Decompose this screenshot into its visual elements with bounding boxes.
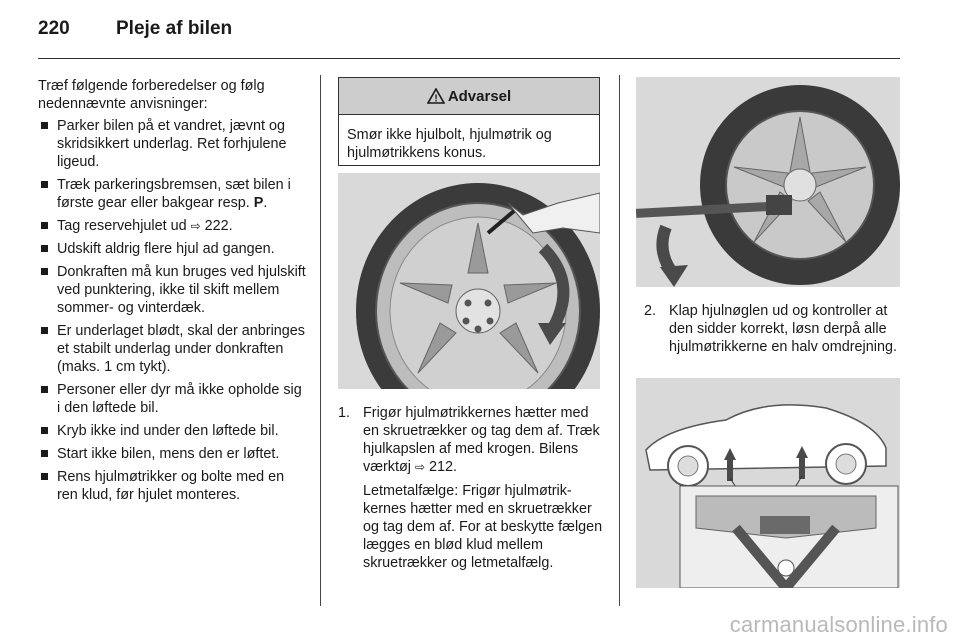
step-number: 1.: [338, 405, 351, 421]
bullet-square-icon: [41, 473, 48, 480]
page-reference-link[interactable]: 222: [204, 218, 229, 234]
warning-text: Smør ikke hjulbolt, hjulmøtrik og hjulmøtrikkens konus.: [347, 127, 552, 161]
warning-header: [339, 78, 599, 115]
step-extra-text: Letmetalfælge: Frigør hjulmøtrikkernes hætter med en skruetrækker og tag dem af. For at beskytte fælgen lægges en blød klud mellem skruetrækker og letmetalfælg.: [363, 483, 603, 571]
car-jack-illustration: [636, 378, 900, 588]
step-number: 2.: [644, 303, 657, 319]
bullet-square-icon: [41, 245, 48, 252]
step-list: [338, 404, 606, 578]
list-item: Udskift aldrig flere hjul ad gangen.: [38, 240, 306, 258]
svg-text:!: !: [434, 93, 438, 104]
list-item: Er underlaget blødt, skal der anbringes et stabilt underlag under donkraften (maks. 1 cm tykt).: [38, 322, 306, 376]
list-item: Træk parkeringsbremsen, sæt bilen i første gear eller bakgear resp. P.: [38, 176, 306, 212]
bullet-square-icon: [41, 386, 48, 393]
list-item: Tag reservehjulet ud ⇨ 222.: [38, 217, 306, 235]
page-title: Pleje af bilen: [116, 18, 233, 39]
hubcap-removal-illustration: [338, 173, 600, 389]
bullet-square-icon: [41, 122, 48, 129]
column-divider: [320, 75, 321, 606]
page-reference-arrow-icon: ⇨: [414, 460, 426, 474]
preparation-column: [38, 77, 306, 509]
page-number: 220: [38, 18, 70, 39]
step-list: [644, 302, 906, 362]
intro-text: Træf følgende forberedelser og følg nedennævnte anvisninger:: [38, 78, 265, 112]
page-reference-arrow-icon: ⇨: [190, 219, 201, 233]
preparation-list: [38, 117, 306, 504]
list-item: Parker bilen på et vandret, jævnt og skridsikkert underlag. Ret forhjulene ligeud.: [38, 117, 306, 171]
warning-triangle-icon: [427, 88, 445, 104]
column-divider: [619, 75, 620, 606]
step-text: Frigør hjulmøtrikkernes hætter med en skruetrækker og tag dem af. Træk hjulkapslen af med krogen. Bilens værktøj ⇨ 212.: [363, 405, 600, 475]
list-item: Donkraften må kun bruges ved hjulskift ved punktering, ikke til skift mellem sommer- og vinterdæk.: [38, 263, 306, 317]
warning-title: Advarsel: [447, 87, 512, 105]
bullet-square-icon: [41, 222, 48, 229]
warning-box: [338, 77, 600, 166]
page-reference-link[interactable]: 212: [429, 459, 454, 475]
list-item: [644, 302, 906, 356]
list-item: Start ikke bilen, mens den er løftet.: [38, 445, 306, 463]
list-item: [338, 404, 606, 572]
list-item: Kryb ikke ind under den løftede bil.: [38, 422, 306, 440]
list-item: Personer eller dyr må ikke opholde sig i den løftede bil.: [38, 381, 306, 417]
bullet-square-icon: [41, 450, 48, 457]
watermark: carmanualsonline.info: [729, 612, 948, 637]
bullet-square-icon: [41, 181, 48, 188]
wheel-wrench-illustration: [636, 77, 900, 287]
bullet-square-icon: [41, 327, 48, 334]
list-item: Rens hjulmøtrikker og bolte med en ren klud, før hjulet monteres.: [38, 468, 306, 504]
header-divider: [38, 58, 900, 59]
step-text: Klap hjulnøglen ud og kontroller at den sidder korrekt, løsn derpå alle hjulmøtrikkerne en halv omdrejning.: [669, 303, 897, 355]
gear-letter: P: [253, 195, 264, 211]
bullet-square-icon: [41, 268, 48, 275]
bullet-square-icon: [41, 427, 48, 434]
